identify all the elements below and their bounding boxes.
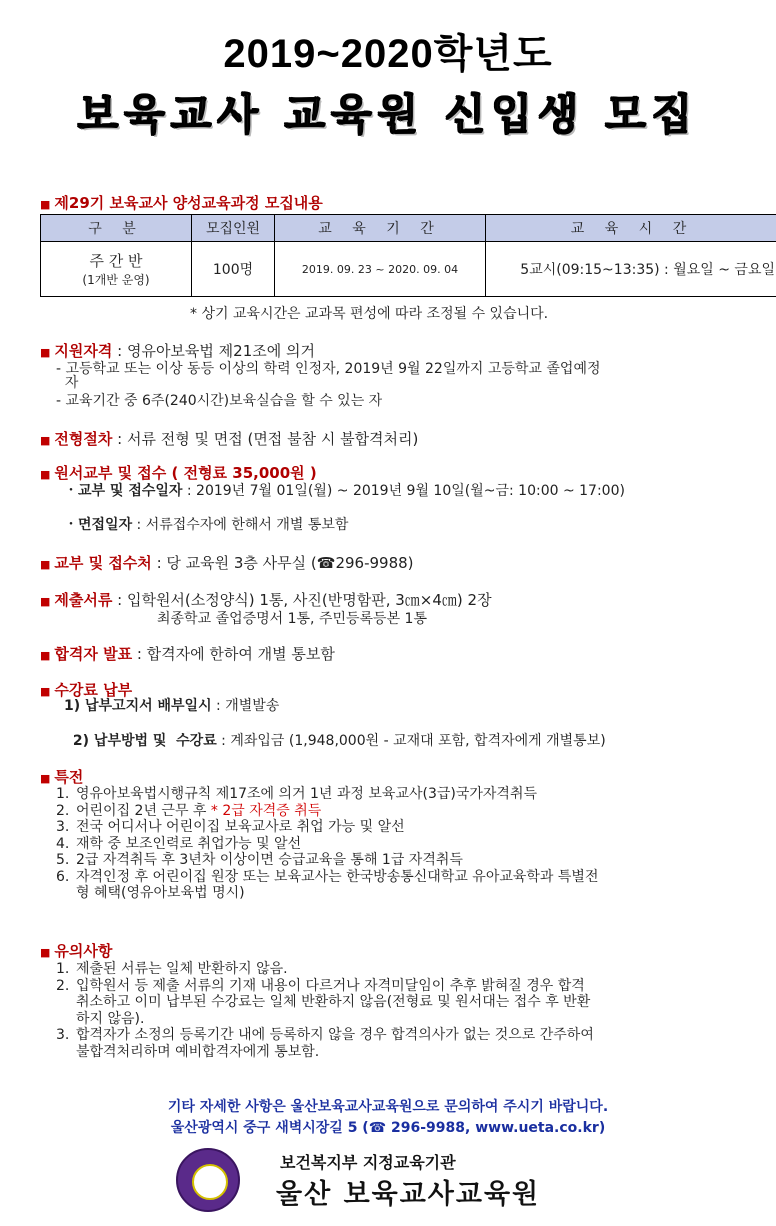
institution-seal-icon	[176, 1148, 240, 1212]
col-capacity: 모집인원	[192, 215, 275, 242]
documents-line2: 최종학교 졸업증명서 1통, 주민등록등본 1통	[157, 611, 427, 627]
square-bullet-icon: ■	[40, 772, 51, 785]
selection-heading: ■ 전형절차 : 서류 전형 및 면접 (면접 불참 시 불합격처리)	[40, 430, 419, 448]
cell-period: 2019. 09. 23 ~ 2020. 09. 04	[275, 242, 486, 297]
interview-date: ・면접일자 : 서류접수자에 한해서 개별 통보함	[64, 517, 349, 533]
square-bullet-icon: ■	[40, 468, 51, 481]
square-bullet-icon: ■	[40, 946, 51, 959]
tuition-item: 1) 납부고지서 배부일시 : 개별발송	[64, 698, 280, 714]
square-bullet-icon: ■	[40, 685, 51, 698]
cell-capacity: 100명	[192, 242, 275, 297]
list-item: 1. 제출된 서류는 일체 반환하지 않음.	[56, 961, 288, 977]
cell-hours: 5교시(09:15~13:35) : 월요일 ~ 금요일	[486, 242, 776, 297]
office-heading: ■ 교부 및 접수처 : 당 교육원 3층 사무실 (☎296-9988)	[40, 554, 414, 572]
recruit-table	[40, 214, 776, 297]
col-hours: 교 육 시 간	[486, 215, 776, 242]
list-item: 2. 어린이집 2년 근무 후 * 2급 자격증 취득	[56, 802, 322, 819]
table-row	[41, 242, 776, 297]
benefits-heading: ■ 특전	[40, 768, 84, 786]
bullet-dot: ・	[64, 517, 78, 533]
list-item: 1. 영유아보육법시행규칙 제17조에 의거 1년 과정 보육교사(3급)국가자격취득	[56, 786, 537, 802]
cautions-list	[56, 961, 756, 1060]
inquiry-text: 기타 자세한 사항은 울산보육교사교육원으로 문의하여 주시기 바랍니다.	[167, 1099, 609, 1115]
list-item: 5. 2급 자격취득 후 3년차 이상이면 승급교육을 통해 1급 자격취득	[56, 852, 463, 868]
class-note: (1개반 운영)	[82, 273, 150, 287]
qualification-item: - 고등학교 또는 이상 동등 이상의 학력 인정자, 2019년 9월 22일까지 고등학교 졸업예정	[56, 361, 601, 377]
square-bullet-icon: ■	[40, 558, 51, 571]
cautions-heading: ■ 유의사항	[40, 942, 113, 960]
program-heading: ■ 제29기 보육교사 양성교육과정 모집내용	[40, 194, 323, 212]
org-name: 울산 보육교사교육원	[276, 1179, 541, 1210]
program-note: * 상기 교육시간은 교과목 편성에 따라 조정될 수 있습니다.	[190, 306, 549, 322]
application-heading: ■ 원서교부 및 접수 ( 전형료 35,000원 )	[40, 464, 317, 482]
col-period: 교 육 기 간	[275, 215, 486, 242]
list-item: 3. 전국 어디서나 어린이집 보육교사로 취업 가능 및 알선	[56, 819, 405, 835]
documents-heading: ■ 제출서류 : 입학원서(소정양식) 1통, 사진(반명함판, 3㎝×4㎝) 2장	[40, 591, 492, 609]
list-item: 4. 재학 중 보조인력로 취업가능 및 알선	[56, 835, 302, 852]
qualification-item: 자	[56, 375, 79, 391]
square-bullet-icon: ■	[40, 434, 51, 447]
tuition-item: 2) 납부방법 및 수강료 : 계좌입금 (1,948,000원 - 교재대 포함, 합격자에게 개별통보)	[72, 733, 606, 749]
website-link[interactable]: www.ueta.co.kr	[475, 1120, 599, 1136]
square-bullet-icon: ■	[40, 198, 51, 211]
org-subtitle: 보건복지부 지정교육기관	[280, 1153, 456, 1172]
application-period: ・교부 및 접수일자 : 2019년 7월 01일(월) ~ 2019년 9월 10일(월~금: 10:00 ~ 17:00)	[64, 483, 625, 499]
list-item: 6. 자격인정 후 어린이집 원장 또는 보육교사는 한국방송통신대학교 유아교육학과 특별전 형 혜택(영유아보육법 명시)	[56, 868, 599, 901]
list-item: 3. 합격자가 소정의 등록기간 내에 등록하지 않을 경우 합격의사가 없는 것으로 간주하여 불합격처리하며 예비합격자에게 통보함.	[56, 1027, 594, 1060]
class-name: 주 간 반	[89, 252, 143, 270]
square-bullet-icon: ■	[40, 649, 51, 662]
cell-division	[41, 242, 192, 297]
announcement-heading: ■ 합격자 발표 : 합격자에 한하여 개별 통보함	[40, 645, 335, 663]
list-item: 2. 입학원서 등 제출 서류의 기재 내용이 다르거나 자격미달임이 추후 밝혀질 경우 합격 취소하고 이미 납부된 수강료는 일체 반환하지 않음(전형료 및 원서대는 접수 후 반환 하지 않음).	[56, 977, 591, 1027]
qualification-item: - 교육기간 중 6주(240시간)보육실습을 할 수 있는 자	[56, 393, 383, 409]
col-division: 구 분	[41, 215, 192, 242]
year-title: 2019~2020학년도	[223, 32, 553, 76]
square-bullet-icon: ■	[40, 346, 51, 359]
main-title: 보육교사 교육원 신입생 모집	[77, 90, 699, 139]
benefits-list	[56, 786, 756, 902]
bullet-dot: ・	[64, 483, 78, 499]
address-line: 울산광역시 중구 새벽시장길 5 (☎ 296-9988, www.ueta.co.kr)	[170, 1120, 606, 1136]
square-bullet-icon: ■	[40, 595, 51, 608]
qualification-heading: ■ 지원자격 : 영유아보육법 제21조에 의거	[40, 342, 315, 360]
tuition-heading: ■ 수강료 납부	[40, 681, 133, 699]
